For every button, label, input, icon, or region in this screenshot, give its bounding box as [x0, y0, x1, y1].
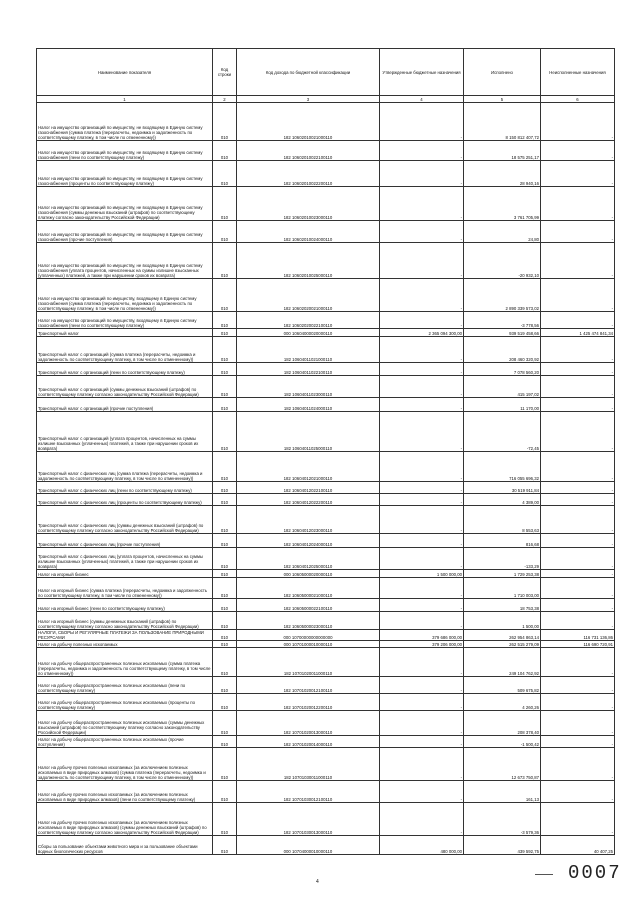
page-number: 4 [316, 879, 319, 885]
row-name: Налог на имущество организаций по имуществу, не входящему в Единую систему газоснабжения (пени по соответствующему платежу) [37, 141, 213, 161]
row-approved: - [380, 677, 464, 694]
row-approved: - [380, 376, 464, 398]
table-row [37, 141, 615, 161]
header-unexecuted: Неисполненные назначения [541, 49, 615, 96]
row-kbk: 182 10604012025000110 [237, 548, 380, 570]
row-executed: -72,45 [464, 412, 541, 452]
table-row [37, 363, 615, 376]
row-kbk: 182 10701020013000110 [237, 711, 380, 736]
row-approved: - [380, 548, 464, 570]
table-row [37, 243, 615, 279]
row-kbk: 182 10604012022200110 [237, 494, 380, 506]
row-code: 010 [213, 187, 237, 221]
column-number-row [37, 96, 615, 103]
row-name: Транспортный налог с физических лиц (уплата процентов, начисленных на суммы излишне взысканных (уплаченных) платежей, а также при нарушении сроков их возврата) [37, 548, 213, 570]
row-approved: - [380, 243, 464, 279]
row-approved: - [380, 363, 464, 376]
row-executed: 2 890 339 573,02 [464, 279, 541, 312]
header-name: Наименование показателя [37, 49, 213, 96]
row-executed: 208 460 320,92 [464, 337, 541, 363]
row-unexecuted: - [541, 337, 615, 363]
table-row [37, 641, 615, 648]
row-unexecuted: - [541, 612, 615, 630]
row-kbk: 182 10602010022100110 [237, 141, 380, 161]
row-approved: - [380, 506, 464, 534]
row-executed: 12 673 750,87 [464, 748, 541, 781]
row-code: 010 [213, 803, 237, 836]
row-unexecuted: - [541, 803, 615, 836]
col-number: 2 [213, 96, 237, 103]
row-kbk: 000 10701000010000110 [237, 641, 380, 648]
row-name: Налог на имущество организаций по имуществу, не входящему в Единую систему газоснабжения (проценты по соответствующему платежу) [37, 161, 213, 187]
row-code: 010 [213, 376, 237, 398]
row-kbk: 182 10602010024000110 [237, 221, 380, 243]
row-executed: 8 150 812 407,72 [464, 103, 541, 141]
row-approved: - [380, 452, 464, 482]
table-row [37, 748, 615, 781]
row-executed: 439 592,75 [464, 836, 541, 855]
row-executed: 18 575 251,17 [464, 141, 541, 161]
row-approved: - [380, 494, 464, 506]
row-code: 010 [213, 630, 237, 641]
row-executed: 1 500,00 [464, 612, 541, 630]
table-row [37, 398, 615, 412]
row-unexecuted: - [541, 781, 615, 803]
row-unexecuted: - [541, 534, 615, 548]
row-executed: 262 515 279,09 [464, 641, 541, 648]
row-unexecuted: - [541, 243, 615, 279]
row-executed: 262 954 863,14 [464, 630, 541, 641]
row-code: 010 [213, 736, 237, 748]
table-row [37, 694, 615, 711]
table-row [37, 412, 615, 452]
table-row [37, 312, 615, 329]
row-kbk: 182 10701030011000110 [237, 748, 380, 781]
row-name: Транспортный налог с организаций (уплата процентов, начисленных на суммы излишне взысканных (уплаченных) платежей, а также при нарушении сроков их возврата) [37, 412, 213, 452]
row-code: 010 [213, 534, 237, 548]
row-unexecuted: 40 407,25 [541, 836, 615, 855]
row-unexecuted: - [541, 363, 615, 376]
row-code: 010 [213, 103, 237, 141]
row-name: Налог на игорный бизнес (пени по соответствующему платежу) [37, 599, 213, 612]
row-name: Налог на имущество организаций по имуществу, не входящему в Единую систему газоснабжения (сумма платежа (перерасчеты, недоимка и задолженность по соответствующему платежу, в том числе по отмененному)) [37, 103, 213, 141]
row-name: Транспортный налог с физических лиц (пени по соответствующему платежу) [37, 482, 213, 494]
row-executed: 161,13 [464, 781, 541, 803]
row-unexecuted: - [541, 103, 615, 141]
row-name: Транспортный налог с физических лиц (проценты по соответствующему платежу) [37, 494, 213, 506]
table-row [37, 103, 615, 141]
row-approved: - [380, 412, 464, 452]
row-approved: - [380, 534, 464, 548]
row-name: Налог на игорный бизнес (суммы денежных взысканий (штрафов) по соответствующему платежу согласно законодательству Российской Федерации) [37, 612, 213, 630]
row-executed: 24,80 [464, 221, 541, 243]
row-unexecuted: - [541, 412, 615, 452]
row-name: Транспортный налог с организаций (пени по соответствующему платежу) [37, 363, 213, 376]
row-kbk: 182 10701030013000110 [237, 803, 380, 836]
row-unexecuted: - [541, 578, 615, 599]
row-unexecuted: - [541, 376, 615, 398]
row-name: Налог на добычу общераспространенных полезных ископаемых (пени по соответствующему платежу) [37, 677, 213, 694]
row-kbk: 182 10602010023000110 [237, 187, 380, 221]
row-code: 010 [213, 363, 237, 376]
row-unexecuted: - [541, 494, 615, 506]
row-code: 010 [213, 337, 237, 363]
table-row [37, 648, 615, 677]
row-code: 010 [213, 748, 237, 781]
row-approved: 379 686 000,00 [380, 630, 464, 641]
table-row [37, 534, 615, 548]
row-approved: - [380, 482, 464, 494]
row-approved: - [380, 187, 464, 221]
row-name: Налог на добычу общераспространенных полезных ископаемых (проценты по соответствующему платежу) [37, 694, 213, 711]
table-row [37, 736, 615, 748]
header-code: Код строки [213, 49, 237, 96]
row-name: Транспортный налог с физических лиц (суммы денежных взысканий (штрафов) по соответствующему платежу согласно законодательству Российской Федерации) [37, 506, 213, 534]
page-stamp: 0007 [568, 862, 622, 884]
row-kbk: 182 10605000023000110 [237, 612, 380, 630]
row-kbk: 182 10701020012100110 [237, 677, 380, 694]
row-unexecuted: - [541, 221, 615, 243]
row-kbk: 000 10605000020000110 [237, 570, 380, 578]
row-unexecuted: - [541, 570, 615, 578]
row-kbk: 182 10602010021000110 [237, 103, 380, 141]
row-name: Налог на имущество организаций по имуществу, не входящему в Единую систему газоснабжения (прочие поступления) [37, 221, 213, 243]
row-unexecuted: - [541, 599, 615, 612]
row-code: 010 [213, 836, 237, 855]
row-kbk: 182 10604011021000110 [237, 337, 380, 363]
row-code: 010 [213, 648, 237, 677]
row-name: Налог на имущество организаций по имуществу, не входящему в Единую систему газоснабжения (суммы денежных взысканий (штрафов) по соответствующему платежу согласно законодательству Российской Федерации) [37, 187, 213, 221]
row-unexecuted: - [541, 548, 615, 570]
row-code: 010 [213, 329, 237, 337]
row-approved: - [380, 648, 464, 677]
table-row [37, 836, 615, 855]
table-row [37, 781, 615, 803]
table-row [37, 612, 615, 630]
table-row [37, 161, 615, 187]
col-number: 4 [380, 96, 464, 103]
row-code: 010 [213, 398, 237, 412]
row-approved: 480 000,00 [380, 836, 464, 855]
row-name: Налог на добычу прочих полезных ископаемых (за исключением полезных ископаемых в виде природных алмазов) (суммы денежных взысканий (штрафов) по соответствующему платежу согласно законодательству Российской Федерации) [37, 803, 213, 836]
row-approved: - [380, 612, 464, 630]
row-code: 010 [213, 279, 237, 312]
row-approved: - [380, 141, 464, 161]
row-name: Налог на добычу общераспространенных полезных ископаемых (сумма платежа (перерасчеты, недоимка и задолженность по соответствующему платежу, в том числе по отмененному)) [37, 648, 213, 677]
row-name: Налог на добычу полезных ископаемых [37, 641, 213, 648]
row-code: 010 [213, 494, 237, 506]
table-row [37, 677, 615, 694]
row-kbk: 182 10605000022100110 [237, 599, 380, 612]
table-row [37, 494, 615, 506]
row-name: Транспортный налог с организаций (прочие поступления) [37, 398, 213, 412]
row-executed: 415 197,02 [464, 376, 541, 398]
row-executed: 249 104 762,92 [464, 648, 541, 677]
row-executed: -133,29 [464, 548, 541, 570]
col-number: 5 [464, 96, 541, 103]
row-code: 010 [213, 161, 237, 187]
row-unexecuted: - [541, 187, 615, 221]
revenue-table [36, 48, 615, 855]
row-approved: - [380, 748, 464, 781]
table-body [37, 103, 615, 855]
row-code: 010 [213, 641, 237, 648]
row-kbk: 182 10604012023000110 [237, 506, 380, 534]
row-code: 010 [213, 452, 237, 482]
row-approved: - [380, 694, 464, 711]
row-approved: - [380, 803, 464, 836]
row-name: Налог на добычу прочих полезных ископаемых (за исключением полезных ископаемых в виде природных алмазов) (сумма платежа (перерасчеты, недоимка и задолженность по соответствующему платежу, в том числе по отмененному)) [37, 748, 213, 781]
row-code: 010 [213, 243, 237, 279]
row-approved: - [380, 398, 464, 412]
row-name: НАЛОГИ, СБОРЫ И РЕГУЛЯРНЫЕ ПЛАТЕЖИ ЗА ПОЛЬЗОВАНИЕ ПРИРОДНЫМИ РЕСУРСАМИ [37, 630, 213, 641]
row-unexecuted: 1 425 474 841,34 [541, 329, 615, 337]
row-unexecuted: - [541, 279, 615, 312]
row-approved: - [380, 736, 464, 748]
row-executed: 28 940,16 [464, 161, 541, 187]
row-kbk: 182 10604011023000110 [237, 376, 380, 398]
table-row [37, 711, 615, 736]
row-unexecuted: 116 690 720,91 [541, 641, 615, 648]
row-executed: 208 378,40 [464, 711, 541, 736]
table-row [37, 482, 615, 494]
row-executed: 1 729 253,38 [464, 570, 541, 578]
row-kbk: 182 10604011025000110 [237, 412, 380, 452]
row-code: 010 [213, 578, 237, 599]
row-name: Транспортный налог [37, 329, 213, 337]
table-row [37, 187, 615, 221]
row-code: 010 [213, 599, 237, 612]
row-approved: - [380, 599, 464, 612]
header-approved: Утвержденные бюджетные назначения [380, 49, 464, 96]
row-code: 010 [213, 412, 237, 452]
row-code: 010 [213, 570, 237, 578]
row-executed: 7 078 560,20 [464, 363, 541, 376]
row-unexecuted: - [541, 711, 615, 736]
table-row [37, 221, 615, 243]
header-kbk: Код дохода по бюджетной классификации [237, 49, 380, 96]
row-executed: 3 761 705,99 [464, 187, 541, 221]
row-unexecuted: - [541, 677, 615, 694]
row-kbk: 182 10604011022100110 [237, 363, 380, 376]
row-unexecuted: - [541, 482, 615, 494]
row-code: 010 [213, 312, 237, 329]
row-name: Налог на добычу общераспространенных полезных ископаемых (суммы денежных взысканий (штрафов) по соответствующему платежу согласно законодательству Российской Федерации) [37, 711, 213, 736]
col-number: 1 [37, 96, 213, 103]
row-unexecuted: - [541, 748, 615, 781]
row-code: 010 [213, 221, 237, 243]
row-executed: 4 389,00 [464, 494, 541, 506]
row-kbk: 182 10701020014000110 [237, 736, 380, 748]
table-row [37, 630, 615, 641]
row-approved: - [380, 711, 464, 736]
row-approved: - [380, 161, 464, 187]
row-executed: 18 753,38 [464, 599, 541, 612]
row-executed: -3 579,36 [464, 803, 541, 836]
table-row [37, 599, 615, 612]
col-number: 3 [237, 96, 380, 103]
row-executed: 8 553,63 [464, 506, 541, 534]
row-kbk: 182 10602010025000110 [237, 243, 380, 279]
row-executed: 1 710 003,00 [464, 578, 541, 599]
row-code: 010 [213, 506, 237, 534]
row-executed: 11 170,00 [464, 398, 541, 412]
table-row [37, 570, 615, 578]
table-row [37, 452, 615, 482]
report-sheet [36, 48, 614, 855]
row-unexecuted: - [541, 694, 615, 711]
table-row [37, 548, 615, 570]
row-name: Налог на имущество организаций по имуществу, не входящему в Единую систему газоснабжения (уплата процентов, начисленных на суммы излишне взысканных (уплаченных) платежей, а также при нарушении сроков их возврата) [37, 243, 213, 279]
row-approved: - [380, 103, 464, 141]
row-name: Налог на имущество организаций по имуществу, входящему в Единую систему газоснабжения (сумма платежа (перерасчеты, недоимка и задолженность по соответствующему платежу, в том числе по отмененному)) [37, 279, 213, 312]
row-unexecuted: - [541, 736, 615, 748]
row-kbk: 182 10602010022200110 [237, 161, 380, 187]
row-executed: 939 519 458,66 [464, 329, 541, 337]
row-approved: - [380, 337, 464, 363]
row-executed: 30 519 911,84 [464, 482, 541, 494]
signature-dash [535, 874, 553, 875]
row-kbk: 182 10602020021000110 [237, 279, 380, 312]
row-unexecuted: - [541, 312, 615, 329]
row-name: Налог на добычу прочих полезных ископаемых (за исключением полезных ископаемых в виде природных алмазов) (пени по соответствующему платежу) [37, 781, 213, 803]
row-name: Налог на игорный бизнес [37, 570, 213, 578]
row-approved: - [380, 279, 464, 312]
row-name: Транспортный налог с организаций (сумма платежа (перерасчеты, недоимка и задолженность по соответствующему платежу, в том числе по отмененному)) [37, 337, 213, 363]
row-code: 010 [213, 781, 237, 803]
table-row [37, 506, 615, 534]
row-code: 010 [213, 694, 237, 711]
row-executed: 816,68 [464, 534, 541, 548]
row-code: 010 [213, 711, 237, 736]
col-number: 6 [541, 96, 615, 103]
row-unexecuted: - [541, 398, 615, 412]
table-row [37, 578, 615, 599]
row-kbk: 182 10701020011000110 [237, 648, 380, 677]
row-executed: -20 932,10 [464, 243, 541, 279]
row-kbk: 000 10704000010000110 [237, 836, 380, 855]
row-name: Налог на имущество организаций по имуществу, входящему в Единую систему газоснабжения (пени по соответствующему платежу) [37, 312, 213, 329]
row-code: 010 [213, 548, 237, 570]
row-name: Транспортный налог с организаций (суммы денежных взысканий (штрафов) по соответствующему платежу согласно законодательству Российской Федерации) [37, 376, 213, 398]
header-executed: Исполнено [464, 49, 541, 96]
row-unexecuted: - [541, 648, 615, 677]
row-code: 010 [213, 141, 237, 161]
row-kbk: 182 10701030012100110 [237, 781, 380, 803]
table-row [37, 376, 615, 398]
row-executed: -1 500,42 [464, 736, 541, 748]
row-unexecuted: - [541, 141, 615, 161]
row-unexecuted: - [541, 161, 615, 187]
row-code: 010 [213, 482, 237, 494]
row-executed: 4 260,26 [464, 694, 541, 711]
row-unexecuted: - [541, 452, 615, 482]
row-kbk: 182 10605000021000110 [237, 578, 380, 599]
row-unexecuted: - [541, 506, 615, 534]
row-name: Налог на добычу общераспространенных полезных ископаемых (прочие поступления) [37, 736, 213, 748]
row-name: Налог на игорный бизнес (сумма платежа (перерасчеты, недоимка и задолженность по соответствующему платежу, в том числе по отмененному)) [37, 578, 213, 599]
table-row [37, 279, 615, 312]
row-kbk: 000 10604000020000110 [237, 329, 380, 337]
row-name: Транспортный налог с физических лиц (прочие поступления) [37, 534, 213, 548]
row-approved: - [380, 578, 464, 599]
table-row [37, 337, 615, 363]
row-unexecuted: 116 731 136,86 [541, 630, 615, 641]
row-kbk: 182 10604011024000110 [237, 398, 380, 412]
table-row [37, 329, 615, 337]
row-approved: 379 206 000,00 [380, 641, 464, 648]
row-name: Сборы за пользование объектами животного мира и за пользование объектами водных биологических ресурсов [37, 836, 213, 855]
row-executed: 716 055 696,32 [464, 452, 541, 482]
row-kbk: 000 10700000000000000 [237, 630, 380, 641]
table-header-row [37, 49, 615, 96]
row-kbk: 182 10604012024000110 [237, 534, 380, 548]
row-approved: - [380, 221, 464, 243]
row-code: 010 [213, 677, 237, 694]
table-row [37, 803, 615, 836]
row-executed: 509 675,82 [464, 677, 541, 694]
row-executed: -3 778,56 [464, 312, 541, 329]
row-approved: - [380, 312, 464, 329]
row-kbk: 182 10604012022100110 [237, 482, 380, 494]
row-kbk: 182 10701020012200110 [237, 694, 380, 711]
row-approved: - [380, 781, 464, 803]
row-approved: 1 500 000,00 [380, 570, 464, 578]
row-code: 010 [213, 612, 237, 630]
row-kbk: 182 10602020022100110 [237, 312, 380, 329]
row-kbk: 182 10604012021000110 [237, 452, 380, 482]
row-approved: 2 365 094 300,00 [380, 329, 464, 337]
row-name: Транспортный налог с физических лиц (сумма платежа (перерасчеты, недоимка и задолженность по соответствующему платежу, в том числе по отмененному)) [37, 452, 213, 482]
